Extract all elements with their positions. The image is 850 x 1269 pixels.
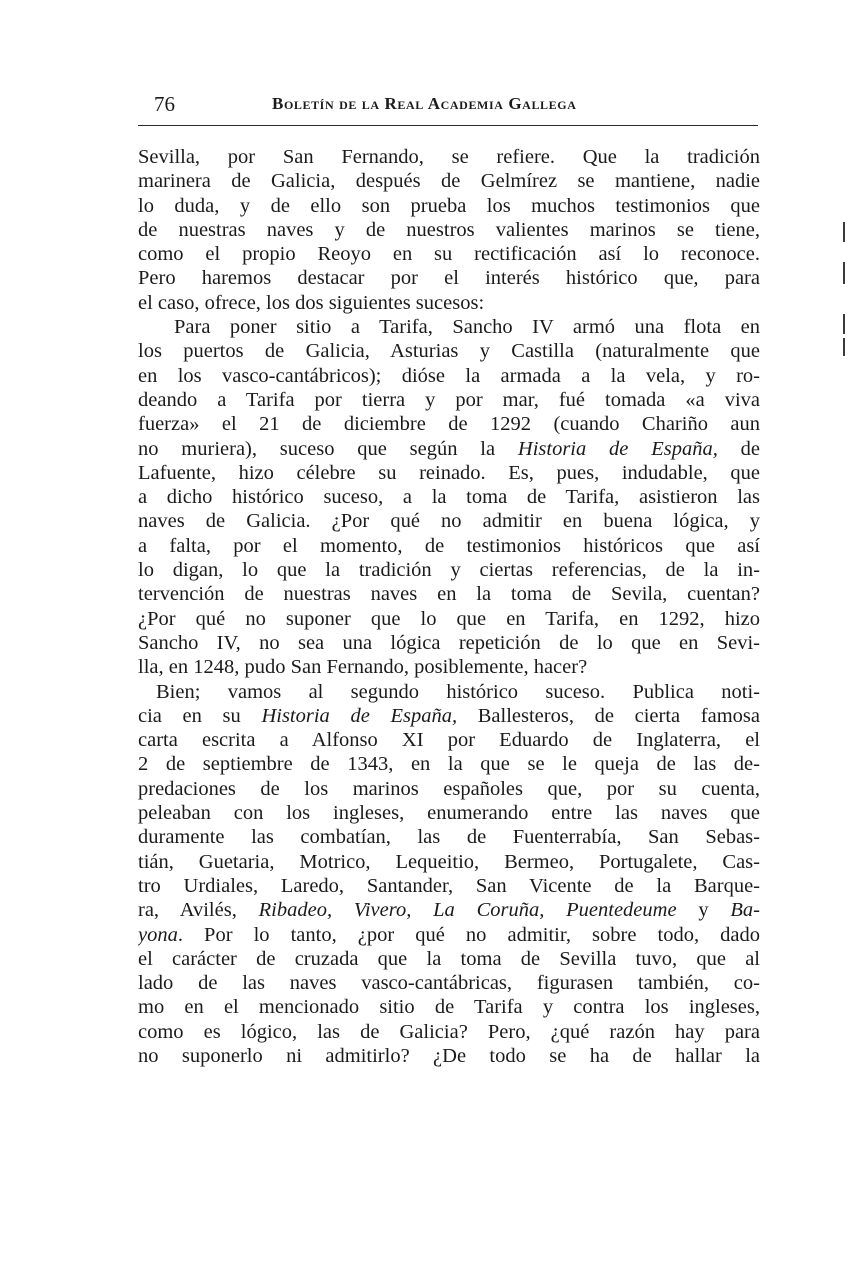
text-line: predaciones de los marinos españoles que, por su cuenta, <box>138 777 760 800</box>
text-line <box>138 898 760 922</box>
page-number: 76 <box>154 92 175 116</box>
italic-place-names: Ba- <box>730 899 760 922</box>
text-line: Lafuente, hizo célebre su reinado. Es, pues, indudable, que <box>138 461 760 484</box>
text-line: en los vasco-cantábricos); dióse la armada a la vela, y ro- <box>138 364 760 387</box>
text-line: a falta, por el momento, de testimonios históricos que así <box>138 534 760 557</box>
text-line: carta escrita a Alfonso XI por Eduardo de Inglaterra, el <box>138 729 760 752</box>
text-line: mo en el mencionado sitio de Tarifa y contra los ingleses, <box>138 996 760 1019</box>
text-line: como el propio Reoyo en su rectificación así lo reconoce. <box>138 243 760 266</box>
text-line: Bien; vamos al segundo histórico suceso. Publica noti- <box>156 680 760 703</box>
margin-mark <box>843 314 845 334</box>
text-line: tervención de nuestras naves en la toma de Sevila, cuentan? <box>138 583 760 606</box>
text-line: como es lógico, las de Galicia? Pero, ¿qué razón hay para <box>138 1020 760 1043</box>
italic-place-names: yona <box>138 923 178 946</box>
text-line: marinera de Galicia, después de Gelmírez se mantiene, nadie <box>138 170 760 193</box>
body-text <box>138 145 760 1068</box>
text-line: Pero haremos destacar por el interés histórico que, para <box>138 267 760 290</box>
text-line: lado de las naves vasco-cantábricas, figurasen también, co- <box>138 972 760 995</box>
text-line: deando a Tarifa por tierra y por mar, fué tomada «a viva <box>138 388 760 411</box>
text-line: 2 de septiembre de 1343, en la que se le queja de las de- <box>138 753 760 776</box>
text-line: el caso, ofrece, los dos siguientes sucesos: <box>138 291 485 314</box>
text-line <box>138 704 760 728</box>
text-run: de <box>717 437 760 460</box>
text-line: el carácter de cruzada que la toma de Sevilla tuvo, que al <box>138 947 760 970</box>
text-line: lla, en 1248, pudo San Fernando, posiblemente, hacer? <box>138 656 588 679</box>
text-run: . Por lo tanto, ¿por qué no admitir, sobre todo, dado <box>177 923 760 946</box>
text-line: tro Urdiales, Laredo, Santander, San Vicente de la Barque- <box>138 874 760 897</box>
running-head-title: Boletín de la Real Academia Gallega <box>272 94 577 113</box>
text-run: Ballesteros, de cierta famosa <box>457 704 760 727</box>
text-run: cia en su <box>138 704 262 727</box>
text-line: los puertos de Galicia, Asturias y Castilla (naturalmente que <box>138 340 760 363</box>
margin-mark <box>843 262 845 284</box>
text-line: ¿Por qué no suponer que lo que en Tarifa, en 1292, hizo <box>138 607 760 630</box>
text-line: Sancho IV, no sea una lógica repetición de lo que en Sevi- <box>138 631 760 654</box>
margin-mark <box>843 222 845 242</box>
text-line: de nuestras naves y de nuestros valientes marinos se tiene, <box>138 218 760 241</box>
text-line <box>138 437 760 461</box>
text-run: y <box>676 899 731 922</box>
running-head <box>138 90 758 120</box>
text-line: tián, Guetaria, Motrico, Lequeitio, Bermeo, Portugalete, Cas- <box>138 850 760 873</box>
text-line: lo digan, lo que la tradición y ciertas referencias, de la in- <box>138 559 760 582</box>
italic-title: Historia de España, <box>517 437 718 460</box>
text-run: no muriera), suceso que según la <box>138 437 518 460</box>
text-line: a dicho histórico suceso, a la toma de Tarifa, asistieron las <box>138 486 760 509</box>
text-line: naves de Galicia. ¿Por qué no admitir en buena lógica, y <box>138 510 760 533</box>
header-rule <box>138 125 758 126</box>
text-line: Para poner sitio a Tarifa, Sancho IV armó una flota en <box>174 316 760 339</box>
italic-title: Historia de España, <box>261 704 458 727</box>
text-line: fuerza» el 21 de diciembre de 1292 (cuando Chariño aun <box>138 413 760 436</box>
text-line <box>138 923 760 947</box>
text-line: no suponerlo ni admitirlo? ¿De todo se ha de hallar la <box>138 1044 760 1067</box>
text-line: Sevilla, por San Fernando, se refiere. Que la tradición <box>138 146 760 168</box>
text-run: ra, Avilés, <box>138 899 259 922</box>
italic-place-names: Ribadeo, Vivero, La Coruña, Puentedeume <box>258 899 677 922</box>
text-line: duramente las combatían, las de Fuenterrabía, San Sebas- <box>138 826 760 849</box>
text-line: lo duda, y de ello son prueba los muchos testimonios que <box>138 194 760 217</box>
text-line: peleaban con los ingleses, enumerando entre las naves que <box>138 802 760 825</box>
margin-mark <box>843 338 845 356</box>
